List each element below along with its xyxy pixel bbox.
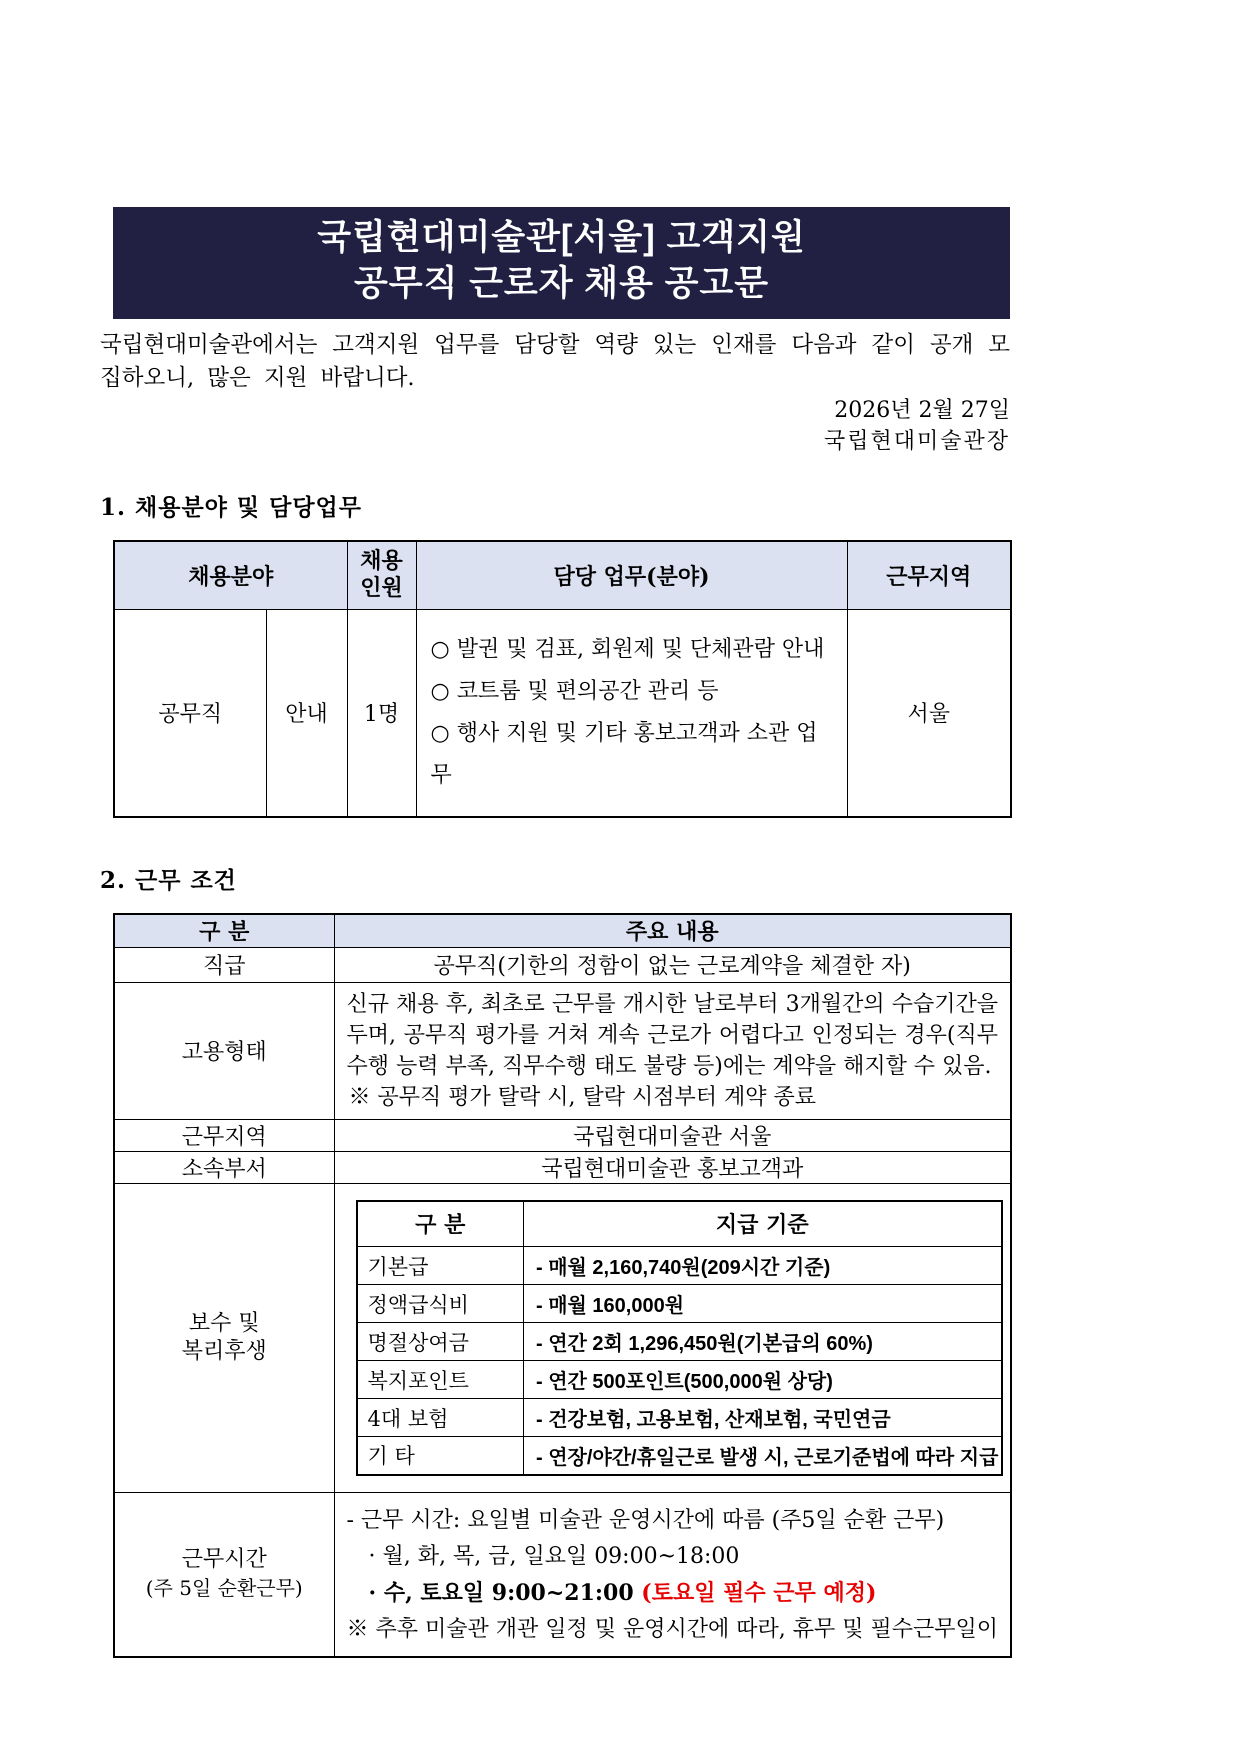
pay-label: 기본급 — [357, 1247, 524, 1285]
duty-item: ○ 코트룸 및 편의공간 관리 등 — [430, 678, 719, 704]
pay-row-welfare-points — [357, 1361, 1002, 1399]
work-conditions-table — [113, 913, 1012, 1658]
row-work-hours — [114, 1492, 1011, 1657]
hours-line-footnote: ※ 추후 미술관 개관 일정 및 운영시간에 따라, 휴무 및 필수근무일이 — [346, 1616, 998, 1642]
pay-benefits-label-line2: 복리후생 — [181, 1338, 267, 1364]
cell-duty-list — [416, 609, 847, 817]
header-recruit-field: 채용분야 — [114, 541, 347, 609]
pay-value: - 건강보험, 고용보험, 산재보험, 국민연금 — [524, 1399, 1002, 1437]
pay-benefits-value — [334, 1183, 1011, 1492]
cell-location: 서울 — [847, 609, 1011, 817]
cell-category: 공무직 — [114, 609, 266, 817]
cell-headcount: 1명 — [347, 609, 416, 817]
pay-row-base — [357, 1247, 1002, 1285]
pay-label: 명절상여금 — [357, 1323, 524, 1361]
hours-line-overview: - 근무 시간: 요일별 미술관 운영시간에 따름 (주5일 순환 근무) — [346, 1507, 945, 1533]
header-headcount — [347, 541, 416, 609]
intro-paragraph: 국립현대미술관에서는 고객지원 업무를 담당할 역량 있는 인재를 다음과 같이 공개 모집하오니, 많은 지원 바랍니다. — [100, 332, 1010, 391]
header-headcount-line1: 채용 — [360, 548, 403, 575]
pay-header-category: 구 분 — [357, 1201, 524, 1247]
row-rank — [114, 947, 1011, 982]
row-department — [114, 1151, 1011, 1183]
hours-line-saturday — [347, 1575, 999, 1612]
section-1-title: 1. 채용분야 및 담당업무 — [100, 494, 362, 521]
rank-label: 직급 — [114, 947, 334, 982]
banner-line-2: 공무직 근로자 채용 공고문 — [353, 264, 770, 303]
work-hours-label-line1: 근무시간 — [181, 1547, 267, 1572]
duty-item: ○ 행사 지원 및 기타 홍보고객과 소관 업무 — [430, 720, 818, 788]
work-location-value: 국립현대미술관 서울 — [334, 1119, 1011, 1151]
rank-value: 공무직(기한의 정함이 없는 근로계약을 체결한 자) — [334, 947, 1011, 982]
hours-saturday-time: · 수, 토요일 9:00~21:00 — [368, 1579, 642, 1606]
work-hours-value — [334, 1492, 1011, 1657]
pay-label: 정액급식비 — [357, 1285, 524, 1323]
title-banner — [113, 207, 1010, 319]
department-value: 국립현대미술관 홍보고객과 — [334, 1151, 1011, 1183]
pay-row-etc — [357, 1437, 1002, 1475]
employment-label: 고용형태 — [114, 982, 334, 1119]
pay-row-holiday-bonus — [357, 1323, 1002, 1361]
pay-benefits-label — [114, 1183, 334, 1492]
department-label: 소속부서 — [114, 1151, 334, 1183]
conditions-header-content: 주요 내용 — [334, 914, 1011, 947]
pay-table — [356, 1200, 1003, 1476]
pay-value: - 연간 500포인트(500,000원 상당) — [524, 1361, 1002, 1399]
header-duty: 담당 업무(분야) — [416, 541, 847, 609]
work-hours-label — [114, 1492, 334, 1657]
work-hours-label-line2: (주 5일 순환근무) — [145, 1576, 303, 1600]
hours-line-weekdays: · 월, 화, 목, 금, 일요일 09:00~18:00 — [368, 1543, 740, 1569]
section-2-title: 2. 근무 조건 — [100, 867, 237, 894]
employment-value — [334, 982, 1011, 1119]
pay-label: 4대 보험 — [357, 1399, 524, 1437]
pay-value: - 연장/야간/휴일근로 발생 시, 근로기준법에 따라 지급 — [524, 1437, 1002, 1475]
cell-subcategory: 안내 — [266, 609, 347, 817]
recruitment-row — [114, 609, 1011, 817]
pay-header-standard: 지급 기준 — [524, 1201, 1002, 1247]
work-location-label: 근무지역 — [114, 1119, 334, 1151]
banner-line-1: 국립현대미술관[서울] 고객지원 — [317, 218, 806, 257]
pay-value: - 매월 160,000원 — [524, 1285, 1002, 1323]
conditions-header-category: 구 분 — [114, 914, 334, 947]
row-work-location — [114, 1119, 1011, 1151]
header-work-location: 근무지역 — [847, 541, 1011, 609]
pay-benefits-label-line1: 보수 및 — [188, 1310, 260, 1336]
employment-note: ※ 공무직 평가 탈락 시, 탈락 시점부터 계약 종료 — [348, 1084, 816, 1110]
signer-name: 국립현대미술관장 — [823, 429, 1010, 454]
duty-item: ○ 발권 및 검표, 회원제 및 단체관람 안내 — [430, 636, 825, 662]
header-headcount-line2: 인원 — [360, 575, 403, 602]
recruitment-table — [113, 540, 1012, 818]
hours-saturday-note-red: (토요일 필수 근무 예정) — [641, 1579, 877, 1606]
pay-row-meal — [357, 1285, 1002, 1323]
pay-label: 기 타 — [357, 1437, 524, 1475]
announcement-date: 2026년 2월 27일 — [834, 398, 1010, 423]
employment-paragraph: 신규 채용 후, 최초로 근무를 개시한 날로부터 3개월간의 수습기간을 두며, 공무직 평가를 거쳐 계속 근로가 어렵다고 인정되는 경우(직무 수행 능력 부족, 직무수행 태도 불량 등)에는 계약을 해지할 수 있음. — [346, 991, 998, 1079]
pay-value: - 연간 2회 1,296,450원(기본급의 60%) — [524, 1323, 1002, 1361]
pay-label: 복지포인트 — [357, 1361, 524, 1399]
row-pay-benefits — [114, 1183, 1011, 1492]
pay-row-insurance — [357, 1399, 1002, 1437]
pay-value: - 매월 2,160,740원(209시간 기준) — [524, 1247, 1002, 1285]
row-employment-type — [114, 982, 1011, 1119]
